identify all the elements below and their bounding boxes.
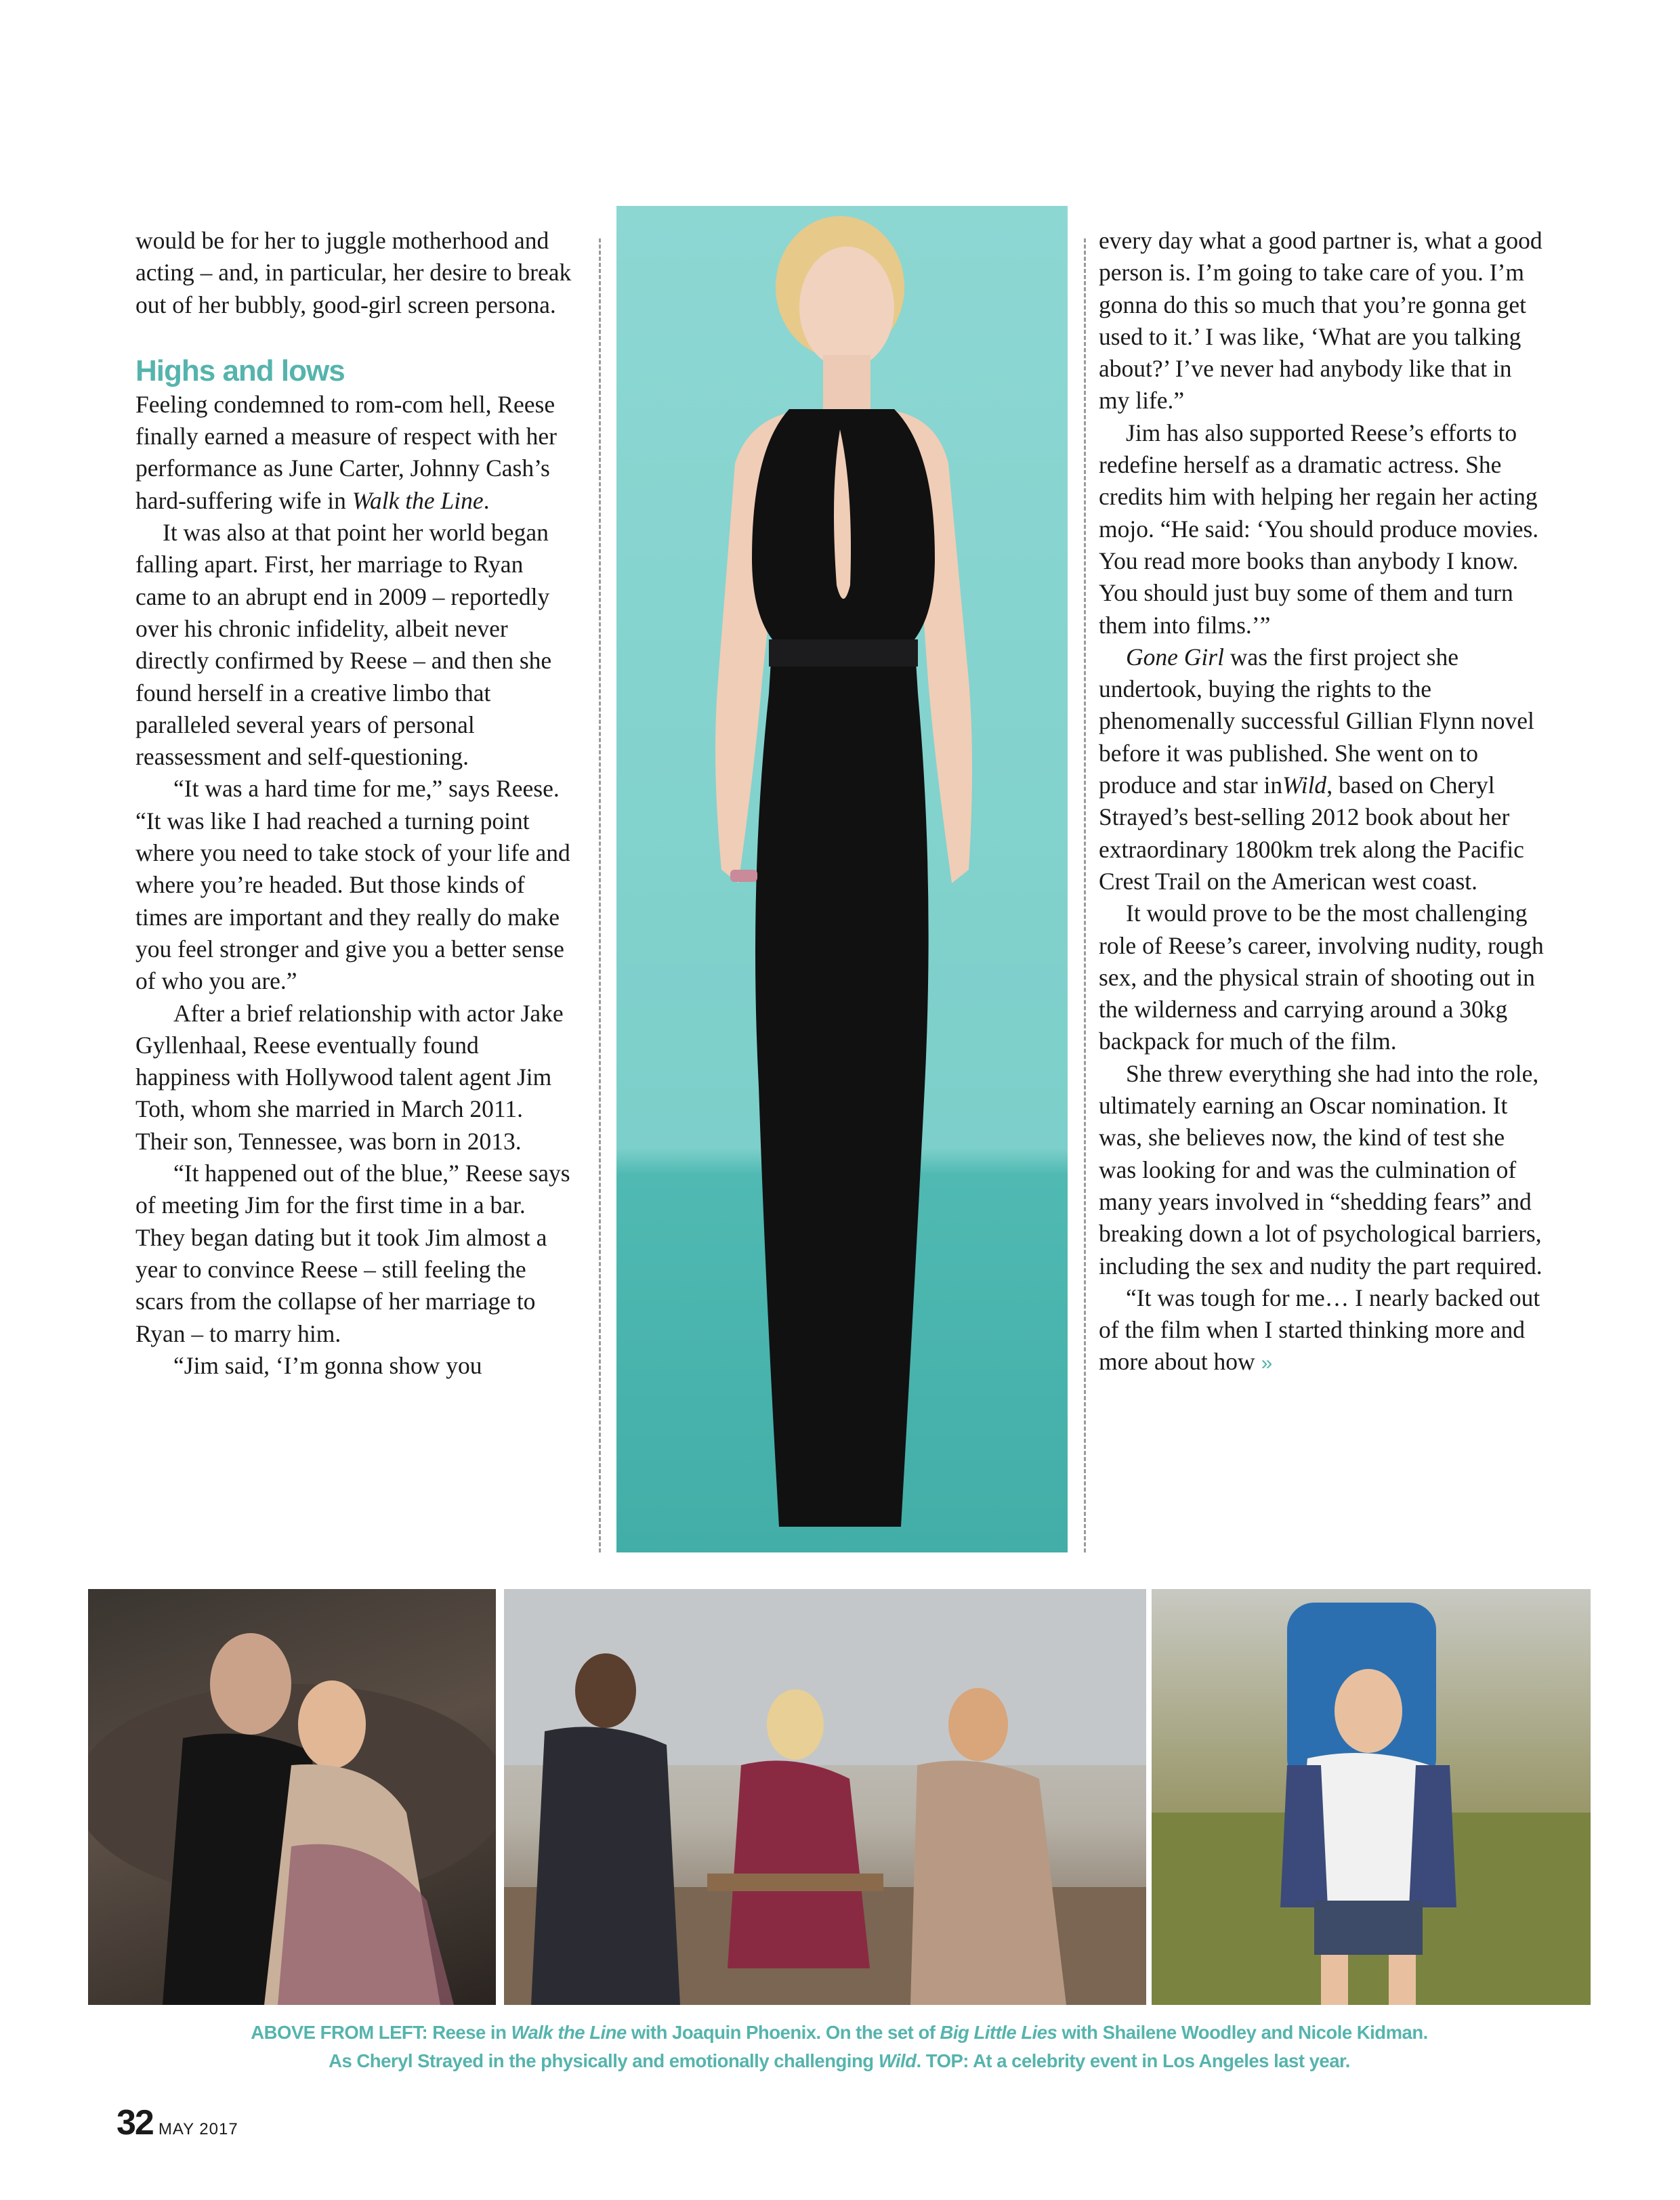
photo-c-illustration (1152, 1589, 1591, 2005)
caption-text: with Joaquin Phoenix. On the set of (626, 2022, 940, 2043)
page-footer (117, 2102, 238, 2143)
caption-text: with Shailene Woodley and Nicole Kidman. (1057, 2022, 1428, 2043)
paragraph (1099, 641, 1546, 897)
paragraph: every day what a good partner is, what a good person is. I’m going to take care of you. I’m gonna do this so much that you’re gonna get used to it.’ I was like, ‘What are you talking about?’ I’ve never had anybody like that in my life.” (1099, 227, 1542, 415)
right-column (1099, 225, 1546, 1380)
caption-text: . TOP: At a celebrity event in Los Angeles last year. (916, 2050, 1350, 2071)
text-run: Feeling condemned to rom-com hell, Reese finally earned a measure of respect with her performance as June Carter, Johnny Cash’s hard-suffering wife in (135, 390, 557, 514)
film-title: Wild (1282, 771, 1327, 799)
paragraph: “It happened out of the blue,” Reese says of meeting Jim for the first time in a bar. They began dating but it took Jim almost a year to convince Reese – still feeling the scars from the collapse of her marriage to Ryan – to marry him. (135, 1160, 570, 1347)
photo-walk-the-line (88, 1589, 496, 2005)
photo-red-carpet (616, 206, 1068, 1552)
figure-illustration (616, 206, 1068, 1552)
left-column (135, 225, 576, 1382)
paragraph: It would prove to be the most challenging role of Reese’s career, involving nudity, rough sex, and the physical strain of shooting out in the wilderness and carrying around a 30kg backpack for much of the film. (1099, 900, 1544, 1055)
page-number: 32 (117, 2103, 153, 2142)
paragraph: It was also at that point her world began falling apart. First, her marriage to Ryan came to an abrupt end in 2009 – reportedly over his chronic infidelity, albeit never directly confirmed by Reese – and then she found herself in a creative limbo that paralleled several years of personal reassessment and self-questioning. (135, 519, 552, 771)
caption-text: ABOVE FROM LEFT: Reese in (251, 2022, 511, 2043)
paragraph (135, 389, 576, 517)
photo-caption (88, 2018, 1591, 2075)
text-run: . (483, 486, 490, 514)
photo-big-little-lies (504, 1589, 1146, 2005)
paragraph: would be for her to juggle motherhood and acting – and, in particular, her desire to break out of her bubbly, good-girl screen persona. (135, 227, 572, 318)
column-divider (1084, 238, 1086, 1552)
paragraph: She threw everything she had into the role, ultimately earning an Oscar nomination. It was, she believes now, the kind of test she was looking for and was the culmination of many years involved in “shedding fears” and breaking down a lot of psychological barriers, including the sex and nudity the part required. (1099, 1059, 1542, 1279)
film-title: Walk the Line (352, 486, 484, 514)
caption-text: As Cheryl Strayed in the physically and emotionally challenging (329, 2050, 879, 2071)
paragraph (1099, 1282, 1546, 1380)
photo-a-illustration (88, 1589, 496, 2005)
text-run: , based on Cheryl Strayed’s best-selling 2012 book about her extraordinary 1800km trek along the Pacific Crest Trail on the American west coast. (1099, 771, 1524, 895)
photo-b-illustration (504, 1589, 1146, 2005)
section-subhead: Highs and lows (135, 354, 345, 387)
photo-wild (1152, 1589, 1591, 2005)
caption-film-title: Wild (878, 2050, 917, 2071)
paragraph: “Jim said, ‘I’m gonna show you (173, 1351, 482, 1379)
continued-arrow-icon: » (1261, 1352, 1273, 1375)
caption-film-title: Big Little Lies (940, 2022, 1057, 2043)
caption-film-title: Walk the Line (511, 2022, 627, 2043)
paragraph: Jim has also supported Reese’s efforts to redefine herself as a dramatic actress. She credits him with helping her regain her acting mojo. “He said: ‘You should produce movies. You read more books than anybody I know. You should just buy some of them and turn them into films.’” (1099, 419, 1539, 639)
film-title: Gone Girl (1126, 643, 1224, 671)
column-divider (599, 238, 601, 1552)
paragraph: After a brief relationship with actor Jake Gyllenhaal, Reese eventually found happiness with Hollywood talent agent Jim Toth, whom she married in March 2011. Their son, Tennessee, was born in 2013. (135, 999, 564, 1155)
text-run: “It was tough for me… I nearly backed out of the film when I started thinking more and more about how (1099, 1284, 1540, 1376)
paragraph: “It was a hard time for me,” says Reese. “It was like I had reached a turning point where you need to take stock of your life and where you’re headed. But those kinds of times are important and they really do make you feel stronger and give you a better sense of who you are.” (135, 775, 570, 995)
text-run: was the first project she undertook, buying the rights to the phenomenally successful Gillian Flynn novel before it was published. She went on to produce and star in (1099, 643, 1534, 799)
issue-date: MAY 2017 (158, 2120, 238, 2138)
